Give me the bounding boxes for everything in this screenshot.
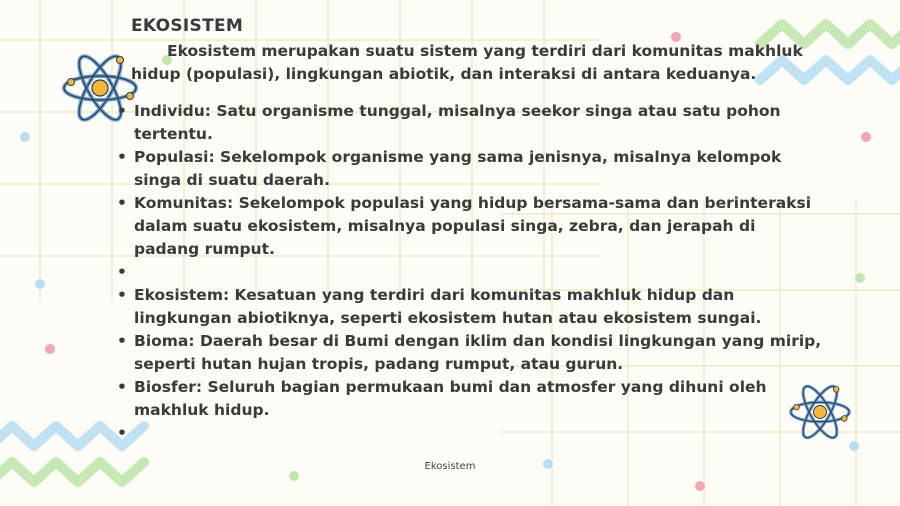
slide-footer: Ekosistem xyxy=(424,461,476,472)
intro-paragraph: Ekosistem merupakan suatu sistem yang terdiri dari komunitas makhluk hidup (populasi), lingkungan abiotik, dan interaksi di antara keduanya. xyxy=(131,42,803,83)
bullet-item-ekosistem: • Ekosistem: Kesatuan yang terdiri dari komunitas makhluk hidup dan lingkungan abiotiknya, seperti ekosistem hutan atau ekosistem sungai. xyxy=(134,284,824,330)
bullet-item-bioma: • Bioma: Daerah besar di Bumi dengan iklim dan kondisi lingkungan yang mirip, seperti hutan hujan tropis, padang rumput, atau gurun. xyxy=(134,330,824,376)
bullet-item-biosfer: • Biosfer: Seluruh bagian permukaan bumi dan atmosfer yang dihuni oleh makhluk hidup. xyxy=(134,376,824,422)
bullet-item-komunitas: • Komunitas: Sekelompok populasi yang hidup bersama-sama dan berinteraksi dalam suatu ekosistem, misalnya populasi singa, zebra, dan jerapah di padang rumput. xyxy=(134,192,824,261)
bullet-item-empty xyxy=(134,261,824,284)
bullet-item-empty xyxy=(134,422,824,445)
bullet-item-individu: • Individu: Satu organisme tunggal, misalnya seekor singa atau satu pohon tertentu. xyxy=(134,100,824,146)
bullet-item-populasi: • Populasi: Sekelompok organisme yang sama jenisnya, misalnya kelompok singa di suatu daerah. xyxy=(134,146,824,192)
bullet-list xyxy=(134,100,824,445)
slide-title: EKOSISTEM xyxy=(131,16,244,36)
